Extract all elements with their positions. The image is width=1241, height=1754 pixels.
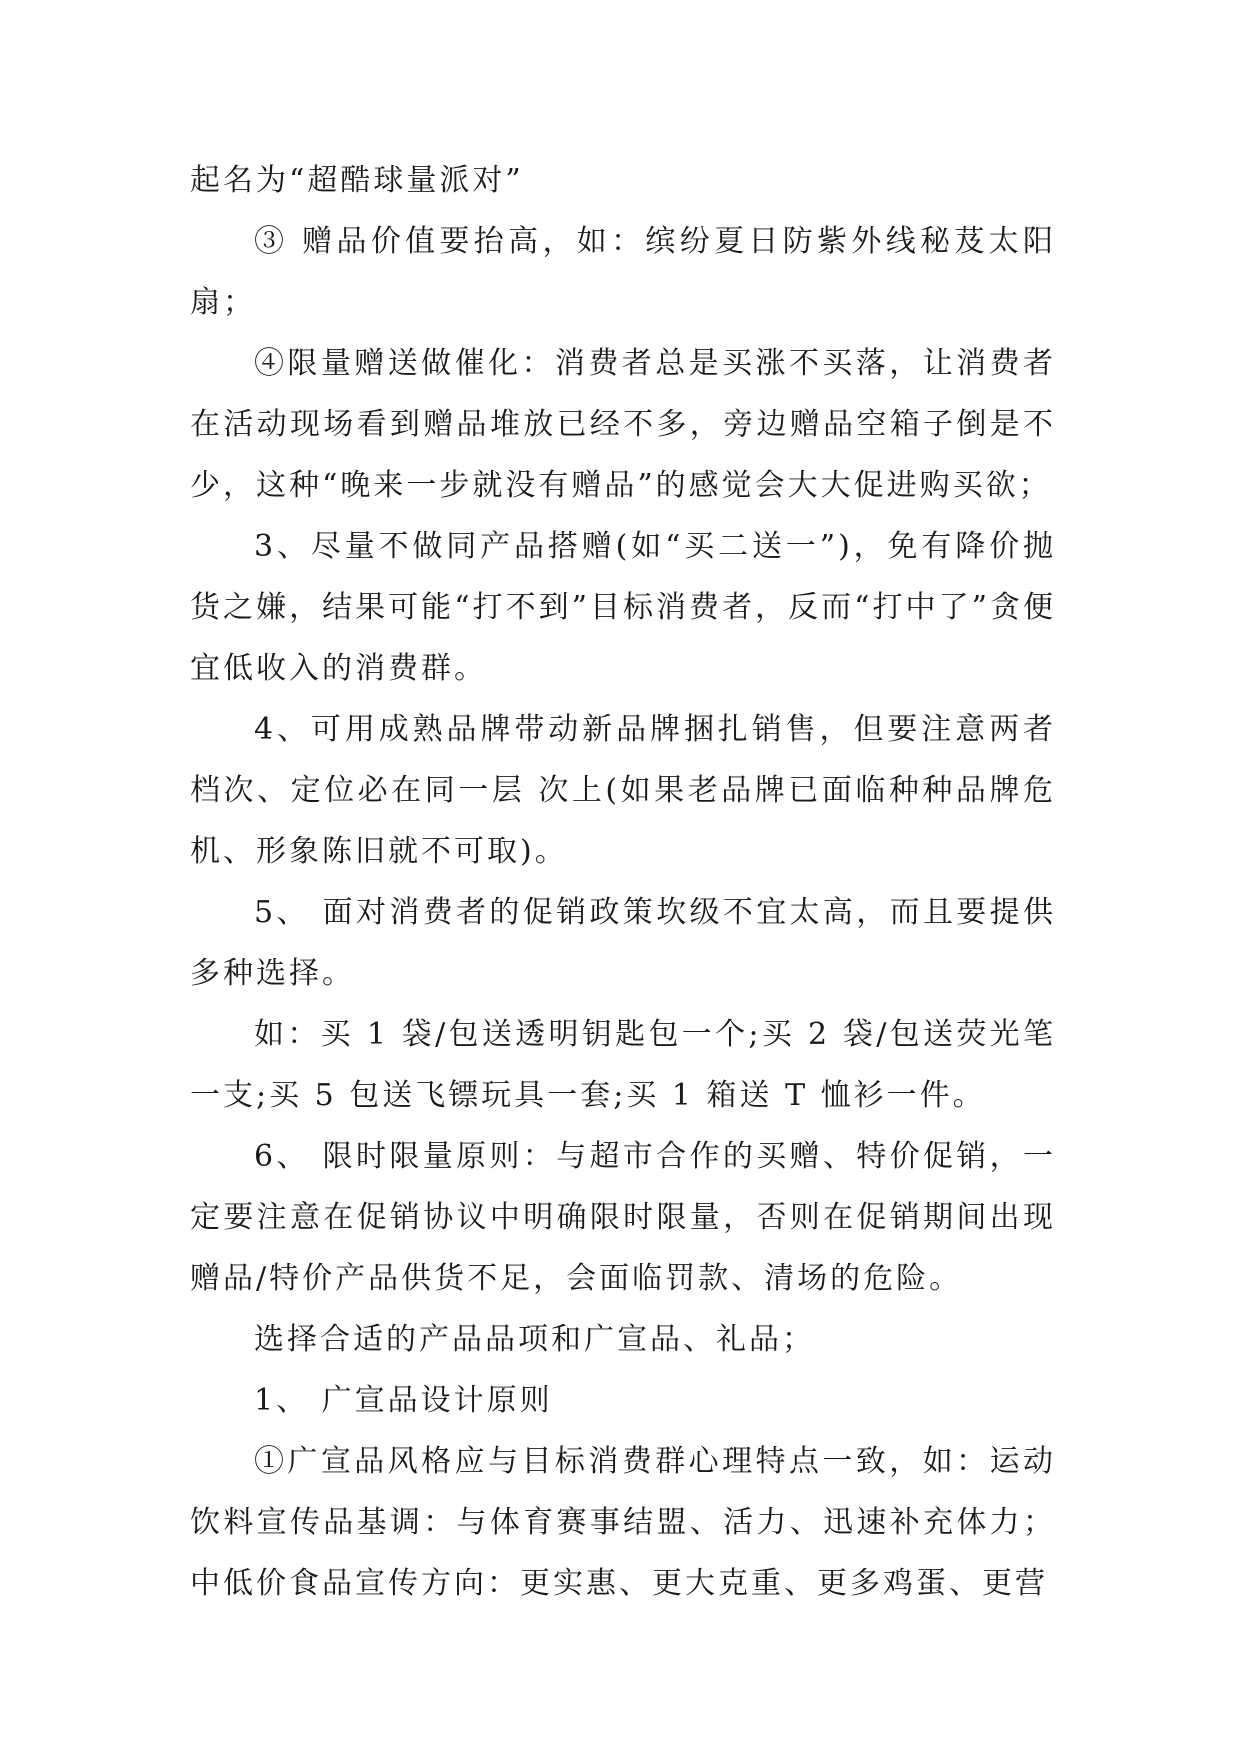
paragraph-1: 起名为“超酷球量派对” [190,163,524,198]
paragraph-4: 3、尽量不做同产品搭赠(如“买二送一”)，免有降价抛货之嫌，结果可能“打不到”目标消费者，反而“打中了”贪便宜低收入的消费群。 [190,529,1056,686]
document-body [190,150,1056,1614]
paragraph-5: 4、可用成熟品牌带动新品牌捆扎销售，但要注意两者档次、定位必在同一层 次上(如果老品牌已面临种种品牌危机、形象陈旧就不可取)。 [190,712,1056,869]
paragraph-8: 6、 限时限量原则：与超市合作的买赠、特价促销，一定要注意在促销协议中明确限时限量，否则在促销期间出现赠品/特价产品供货不足，会面临罚款、清场的危险。 [190,1139,1056,1296]
paragraph-7: 如：买 1 袋/包送透明钥匙包一个;买 2 袋/包送荧光笔一支;买 5 包送飞镖玩具一套;买 1 箱送 T 恤衫一件。 [190,1017,1056,1113]
paragraph-11: ①广宣品风格应与目标消费群心理特点一致，如：运动饮料宣传品基调：与体育赛事结盟、活力、迅速补充体力；中低价食品宣传方向：更实惠、更大克重、更多鸡蛋、更营 [190,1444,1056,1601]
paragraph-6: 5、 面对消费者的促销政策坎级不宜太高，而且要提供多种选择。 [190,895,1056,991]
paragraph-2: ③ 赠品价值要抬高，如：缤纷夏日防紫外线秘芨太阳扇； [190,224,1056,320]
paragraph-3: ④限量赠送做催化：消费者总是买涨不买落，让消费者在活动现场看到赠品堆放已经不多，旁边赠品空箱子倒是不少，这种“晚来一步就没有赠品”的感觉会大大促进购买欲； [190,346,1056,503]
paragraph-10: 1、 广宣品设计原则 [254,1383,553,1418]
paragraph-9: 选择合适的产品品项和广宣品、礼品； [254,1322,815,1357]
